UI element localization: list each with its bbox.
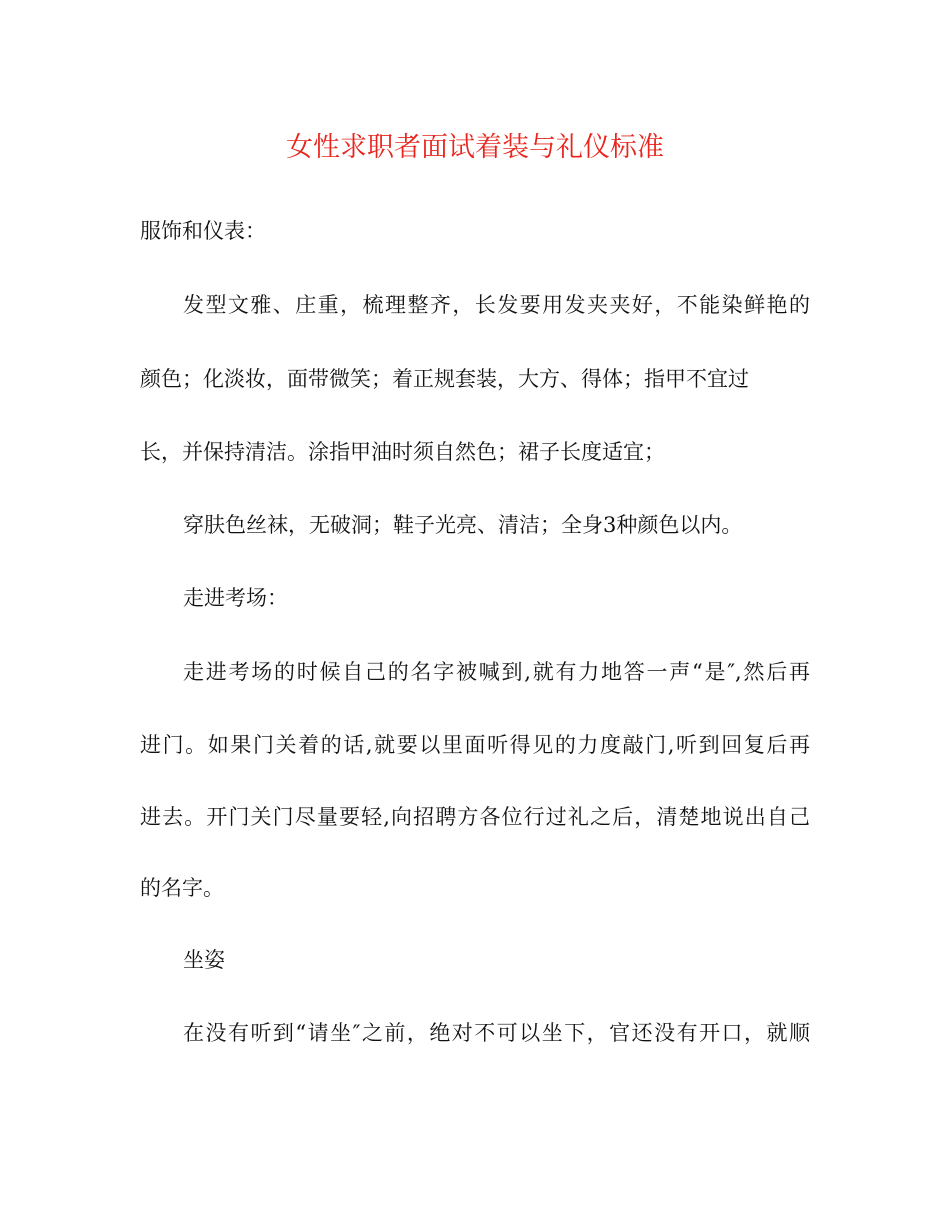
paragraph-line: 进去。开门关门尽量要轻,向招聘方各位行过礼之后，清楚地说出自己	[140, 805, 810, 829]
paragraph-line: 穿肤色丝袜，无破洞；鞋子光亮、清洁；全身3种颜色以内。	[183, 513, 743, 537]
paragraph-line: 进门。如果门关着的话,就要以里面听得见的力度敲门,听到回复后再	[140, 733, 810, 757]
paragraph-line: 的名字。	[140, 876, 224, 900]
paragraph-line: 走进考场的时候自己的名字被喊到,就有力地答一声“是″,然后再	[183, 660, 810, 684]
document-title: 女性求职者面试着装与礼仪标准	[286, 132, 664, 163]
section-heading-attire: 服饰和仪表：	[140, 219, 266, 243]
paragraph-line: 发型文雅、庄重，梳理整齐，长发要用发夹夹好，不能染鲜艳的	[183, 293, 810, 317]
section-heading-entering: 走进考场：	[183, 586, 288, 610]
paragraph-line: 长，并保持清洁。涂指甲油时须自然色；裙子长度适宜；	[140, 440, 665, 464]
section-heading-sitting: 坐姿	[183, 948, 225, 972]
paragraph-line: 在没有听到“请坐″之前，绝对不可以坐下，官还没有开口，就顺	[183, 1021, 810, 1045]
paragraph-line: 颜色；化淡妆，面带微笑；着正规套装，大方、得体；指甲不宜过	[140, 367, 749, 391]
